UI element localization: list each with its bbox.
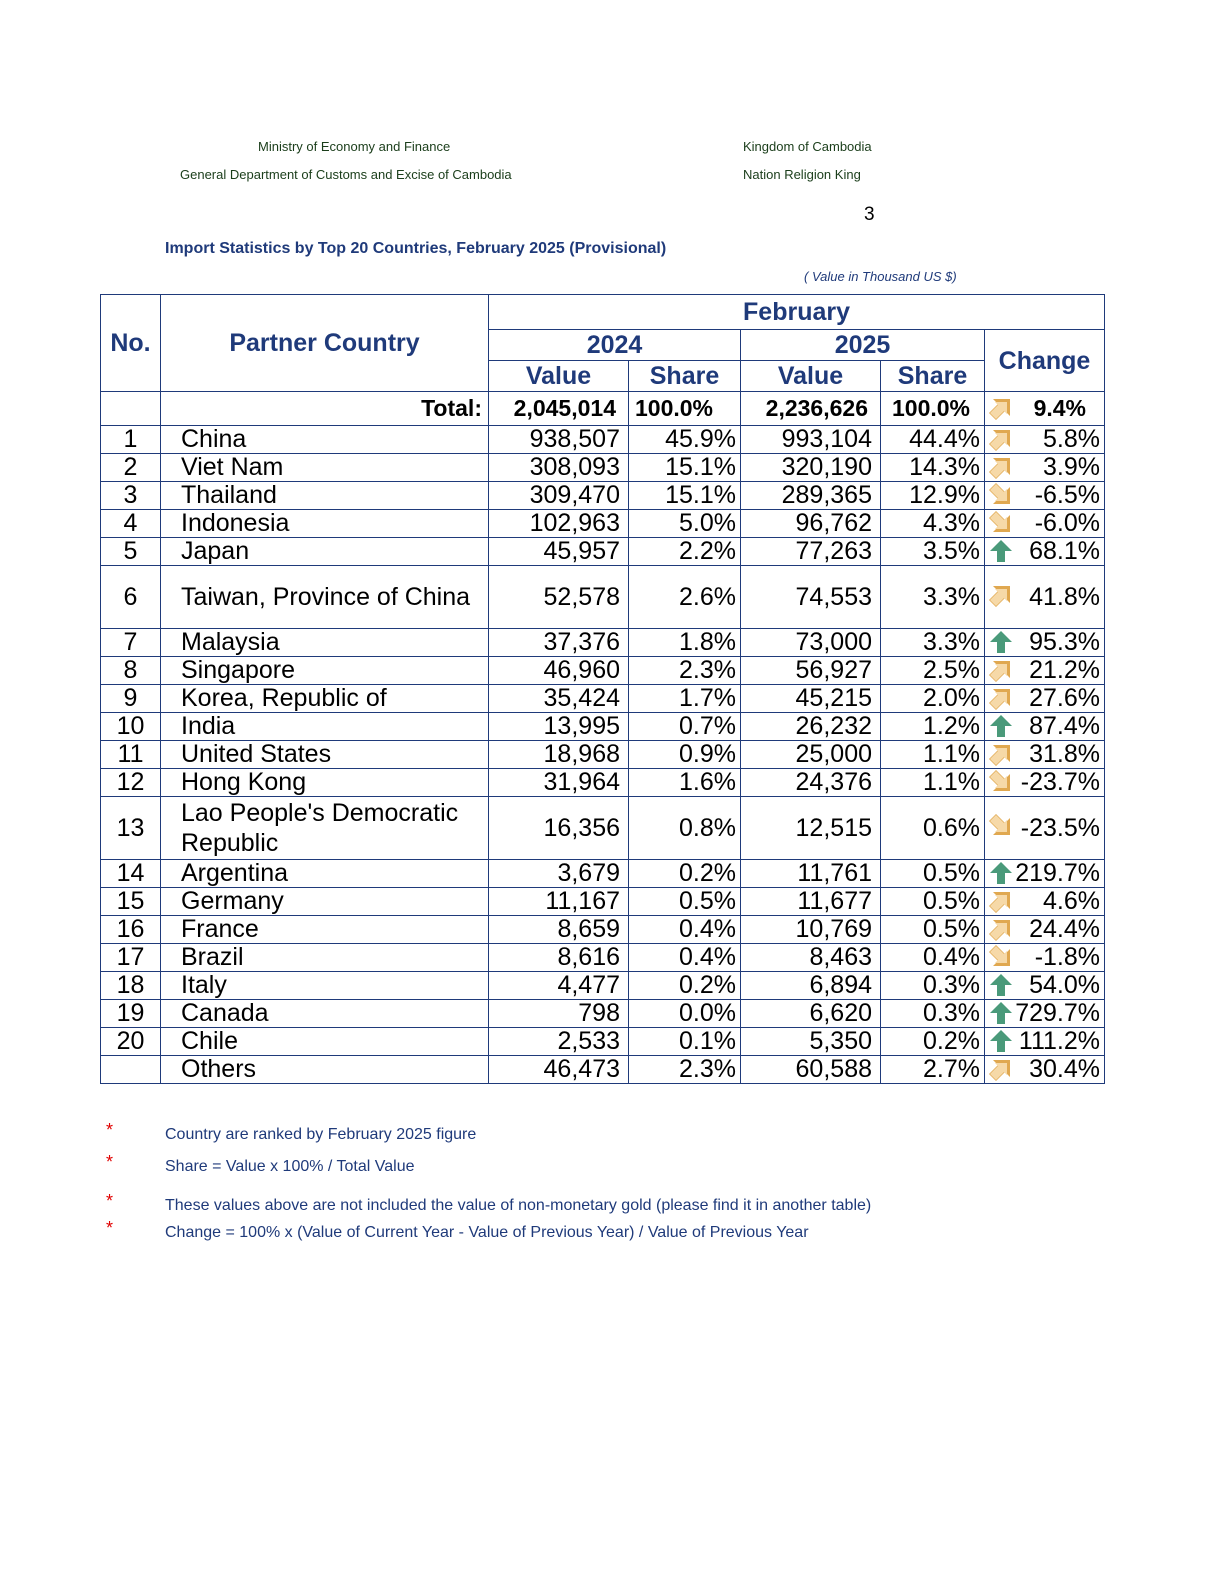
table-row [101,454,1105,482]
col-value-2024-header: Value [489,361,629,392]
row-no: 7 [101,629,161,657]
row-share-2024: 2.3% [629,1056,741,1084]
row-no: 14 [101,860,161,888]
row-value-2025: 60,588 [741,1056,881,1084]
row-change-value: 111.2% [1018,1027,1101,1055]
footnote-marker: * [106,1218,114,1238]
row-country: Argentina [161,860,489,888]
row-value-2024: 37,376 [489,629,629,657]
total-change [985,392,1105,426]
row-share-2024: 2.2% [629,538,741,566]
row-change-value: 219.7% [1015,859,1101,887]
row-share-2024: 15.1% [629,454,741,482]
row-change-value: -6.0% [1034,509,1101,537]
row-change-value: 27.6% [1029,684,1101,712]
row-no: 18 [101,972,161,1000]
table-row [101,629,1105,657]
row-value-2025: 5,350 [741,1028,881,1056]
row-no: 19 [101,1000,161,1028]
row-no: 4 [101,510,161,538]
row-share-2025: 1.1% [881,741,985,769]
table-row [101,1056,1105,1084]
trend-up-icon [989,1029,1013,1053]
year-curr-header: 2025 [741,330,985,361]
row-share-2024: 1.7% [629,685,741,713]
trend-up-right-icon [989,686,1013,710]
row-value-2025: 6,620 [741,1000,881,1028]
row-change [985,510,1105,538]
footnote-marker: * [106,1120,114,1140]
col-change-header: Change [985,330,1105,392]
row-country: Japan [161,538,489,566]
row-country: Brazil [161,944,489,972]
month-header: February [489,295,1105,330]
row-country: Indonesia [161,510,489,538]
row-change [985,426,1105,454]
row-change-value: 24.4% [1029,915,1101,943]
row-change-value: 68.1% [1029,537,1101,565]
table-row [101,538,1105,566]
total-row [101,392,1105,426]
row-value-2024: 309,470 [489,482,629,510]
row-value-2024: 11,167 [489,888,629,916]
row-change [985,713,1105,741]
trend-up-icon [989,539,1013,563]
table-row [101,566,1105,629]
row-country: France [161,916,489,944]
table-row [101,1000,1105,1028]
row-share-2025: 2.5% [881,657,985,685]
footnote: Share = Value x 100% / Total Value [165,1158,415,1175]
row-change-value: 4.6% [1043,887,1101,915]
row-value-2024: 18,968 [489,741,629,769]
row-value-2024: 308,093 [489,454,629,482]
trend-down-right-icon [989,483,1013,507]
row-change [985,685,1105,713]
col-value-2025-header: Value [741,361,881,392]
row-value-2024: 3,679 [489,860,629,888]
trend-down-right-icon [989,511,1013,535]
row-change [985,566,1105,629]
row-change-value: -23.7% [1020,768,1101,796]
row-change-value: 21.2% [1029,656,1101,684]
row-change [985,1056,1105,1084]
row-value-2024: 16,356 [489,797,629,860]
trend-down-right-icon [989,770,1013,794]
table-row [101,1028,1105,1056]
row-share-2025: 0.3% [881,972,985,1000]
row-change [985,454,1105,482]
row-no: 3 [101,482,161,510]
row-share-2024: 1.6% [629,769,741,797]
row-change [985,797,1105,860]
trend-up-icon [989,714,1013,738]
row-value-2025: 289,365 [741,482,881,510]
row-share-2025: 2.0% [881,685,985,713]
total-no-cell [101,392,161,426]
row-share-2025: 0.5% [881,916,985,944]
row-country: Germany [161,888,489,916]
row-value-2024: 2,533 [489,1028,629,1056]
row-share-2024: 0.1% [629,1028,741,1056]
row-change-value: 5.8% [1043,425,1101,453]
table-row [101,888,1105,916]
table-row [101,713,1105,741]
trend-up-right-icon [989,658,1013,682]
row-change-value: -23.5% [1020,814,1101,842]
motto-label: Nation Religion King [743,167,861,182]
row-change [985,769,1105,797]
trend-up-right-icon [989,583,1013,607]
trend-up-right-icon [989,917,1013,941]
row-share-2025: 14.3% [881,454,985,482]
row-share-2024: 0.5% [629,888,741,916]
row-country: Canada [161,1000,489,1028]
row-share-2024: 0.7% [629,713,741,741]
row-country: Hong Kong [161,769,489,797]
trend-down-right-icon [989,814,1013,838]
row-change [985,860,1105,888]
row-value-2024: 31,964 [489,769,629,797]
table-row [101,657,1105,685]
row-value-2024: 4,477 [489,972,629,1000]
row-share-2024: 0.8% [629,797,741,860]
row-country: Others [161,1056,489,1084]
trend-up-right-icon [989,396,1013,420]
total-share-2025: 100.0% [881,392,985,426]
row-change [985,972,1105,1000]
row-country: Lao People's Democratic Republic [161,797,489,860]
row-value-2025: 12,515 [741,797,881,860]
total-label: Total: [161,392,489,426]
row-share-2024: 1.8% [629,629,741,657]
row-change-value: 3.9% [1043,453,1101,481]
row-value-2024: 52,578 [489,566,629,629]
row-share-2025: 1.2% [881,713,985,741]
table-row [101,916,1105,944]
row-share-2025: 2.7% [881,1056,985,1084]
row-share-2024: 2.3% [629,657,741,685]
row-share-2024: 0.2% [629,860,741,888]
row-share-2025: 1.1% [881,769,985,797]
row-change [985,944,1105,972]
row-change-value: 95.3% [1029,628,1101,656]
import-statistics-table [100,294,1105,1084]
table-row [101,482,1105,510]
row-no: 16 [101,916,161,944]
row-change [985,1028,1105,1056]
row-value-2025: 8,463 [741,944,881,972]
row-change-value: -6.5% [1034,481,1101,509]
row-no: 12 [101,769,161,797]
row-share-2025: 3.3% [881,566,985,629]
row-no: 8 [101,657,161,685]
country-rows [101,426,1105,1084]
total-value-2024: 2,045,014 [489,392,629,426]
row-no: 13 [101,797,161,860]
row-value-2024: 35,424 [489,685,629,713]
page-title: Import Statistics by Top 20 Countries, February 2025 (Provisional) [165,240,667,257]
trend-up-icon [989,973,1013,997]
row-share-2025: 4.3% [881,510,985,538]
row-change [985,1000,1105,1028]
col-share-2025-header: Share [881,361,985,392]
row-country: United States [161,741,489,769]
trend-up-icon [989,630,1013,654]
row-value-2024: 938,507 [489,426,629,454]
row-value-2025: 73,000 [741,629,881,657]
row-change [985,482,1105,510]
row-share-2024: 2.6% [629,566,741,629]
row-value-2025: 993,104 [741,426,881,454]
row-value-2025: 320,190 [741,454,881,482]
total-share-2024: 100.0% [629,392,741,426]
kingdom-label: Kingdom of Cambodia [743,139,872,154]
table-row [101,426,1105,454]
row-country: Chile [161,1028,489,1056]
row-value-2025: 10,769 [741,916,881,944]
trend-up-icon [989,1001,1013,1025]
unit-label: ( Value in Thousand US $) [804,269,957,284]
trend-up-right-icon [989,1057,1013,1081]
row-change-value: 41.8% [1029,583,1101,611]
row-share-2025: 3.3% [881,629,985,657]
row-value-2024: 13,995 [489,713,629,741]
row-value-2024: 45,957 [489,538,629,566]
row-share-2024: 45.9% [629,426,741,454]
row-share-2025: 0.3% [881,1000,985,1028]
row-value-2025: 25,000 [741,741,881,769]
table-row [101,797,1105,860]
table-row [101,741,1105,769]
total-change-value: 9.4% [1033,395,1087,421]
row-share-2024: 0.4% [629,916,741,944]
table-row [101,769,1105,797]
row-country: Viet Nam [161,454,489,482]
row-change-value: 729.7% [1015,999,1101,1027]
row-change-value: 31.8% [1029,740,1101,768]
department-label: General Department of Customs and Excise of Cambodia [180,167,512,182]
row-value-2025: 56,927 [741,657,881,685]
row-country: Taiwan, Province of China [161,566,489,629]
row-change [985,657,1105,685]
footnote: These values above are not included the value of non-monetary gold (please find it in another table) [165,1197,872,1214]
row-no: 20 [101,1028,161,1056]
row-value-2025: 26,232 [741,713,881,741]
row-share-2024: 5.0% [629,510,741,538]
row-change-value: -1.8% [1034,943,1101,971]
row-country: Korea, Republic of [161,685,489,713]
table-row [101,510,1105,538]
footnote: Change = 100% x (Value of Current Year - Value of Previous Year) / Value of Previous Year [165,1224,809,1241]
row-change-value: 54.0% [1029,971,1101,999]
row-country: China [161,426,489,454]
row-change [985,629,1105,657]
table-row [101,944,1105,972]
row-no: 1 [101,426,161,454]
trend-up-right-icon [989,455,1013,479]
row-share-2025: 0.6% [881,797,985,860]
trend-down-right-icon [989,945,1013,969]
row-value-2025: 24,376 [741,769,881,797]
trend-up-right-icon [989,427,1013,451]
row-share-2024: 0.9% [629,741,741,769]
row-change [985,741,1105,769]
row-country: Thailand [161,482,489,510]
row-value-2024: 8,616 [489,944,629,972]
row-share-2025: 0.4% [881,944,985,972]
row-no: 2 [101,454,161,482]
row-value-2025: 6,894 [741,972,881,1000]
row-no: 15 [101,888,161,916]
row-value-2025: 11,761 [741,860,881,888]
total-value-2025: 2,236,626 [741,392,881,426]
row-share-2024: 15.1% [629,482,741,510]
trend-up-right-icon [989,889,1013,913]
row-share-2025: 3.5% [881,538,985,566]
row-share-2024: 0.4% [629,944,741,972]
row-share-2025: 44.4% [881,426,985,454]
col-no-header: No. [101,295,161,392]
row-no: 10 [101,713,161,741]
row-share-2025: 0.5% [881,888,985,916]
footnote-marker: * [106,1152,114,1172]
row-no: 6 [101,566,161,629]
ministry-label: Ministry of Economy and Finance [258,139,451,154]
row-share-2024: 0.2% [629,972,741,1000]
row-change [985,888,1105,916]
trend-up-right-icon [989,742,1013,766]
footnote-marker: * [106,1191,114,1211]
year-prev-header: 2024 [489,330,741,361]
table-row [101,972,1105,1000]
row-no: 11 [101,741,161,769]
table-row [101,860,1105,888]
row-change-value: 30.4% [1029,1055,1101,1083]
table-row [101,685,1105,713]
row-value-2024: 46,473 [489,1056,629,1084]
row-share-2024: 0.0% [629,1000,741,1028]
trend-up-icon [989,861,1013,885]
row-share-2025: 12.9% [881,482,985,510]
row-share-2025: 0.5% [881,860,985,888]
row-change [985,538,1105,566]
row-value-2025: 96,762 [741,510,881,538]
row-value-2024: 8,659 [489,916,629,944]
row-country: Italy [161,972,489,1000]
row-value-2024: 46,960 [489,657,629,685]
row-value-2025: 77,263 [741,538,881,566]
footnote: Country are ranked by February 2025 figure [165,1126,477,1143]
row-country: Malaysia [161,629,489,657]
row-country: Singapore [161,657,489,685]
row-no: 9 [101,685,161,713]
row-country: India [161,713,489,741]
row-no: 5 [101,538,161,566]
row-no [101,1056,161,1084]
row-change [985,916,1105,944]
row-value-2024: 102,963 [489,510,629,538]
row-value-2025: 45,215 [741,685,881,713]
row-change-value: 87.4% [1029,712,1101,740]
row-value-2025: 74,553 [741,566,881,629]
row-no: 17 [101,944,161,972]
col-country-header: Partner Country [161,295,489,392]
col-share-2024-header: Share [629,361,741,392]
row-share-2025: 0.2% [881,1028,985,1056]
row-value-2025: 11,677 [741,888,881,916]
page-number: 3 [864,204,875,225]
row-value-2024: 798 [489,1000,629,1028]
